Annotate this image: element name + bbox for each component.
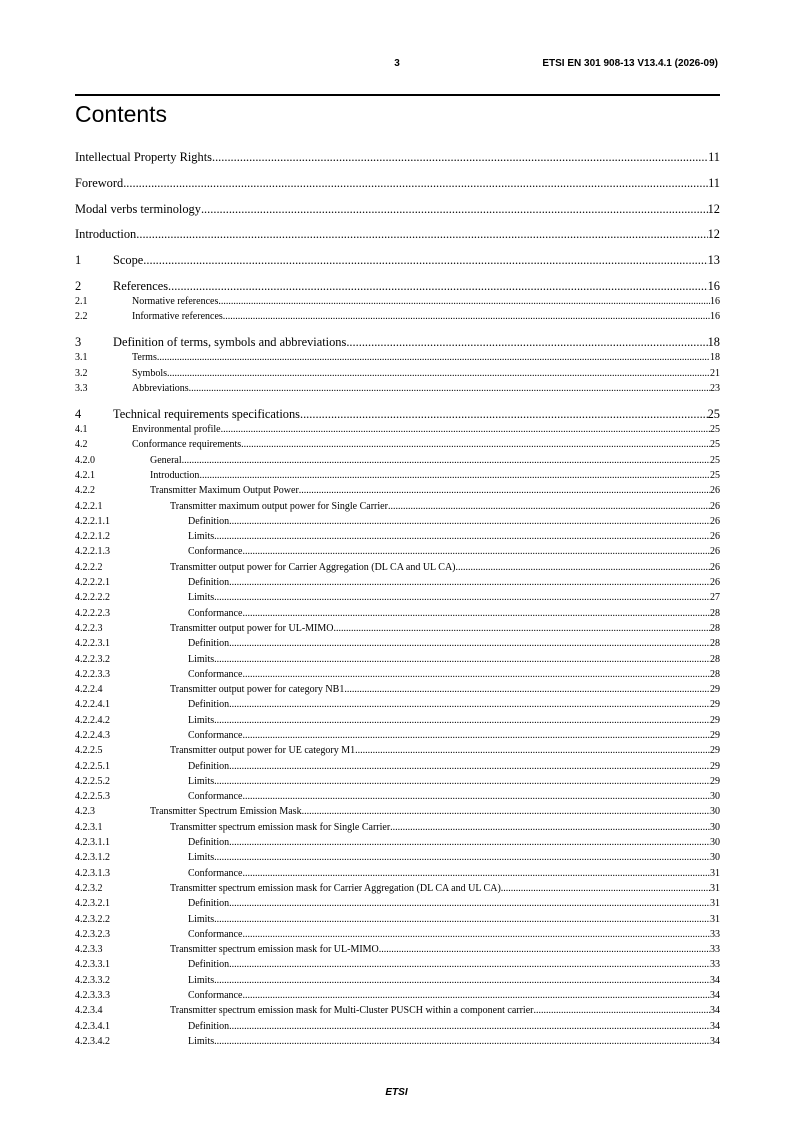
toc-entry-title: Conformance [188,668,243,680]
toc-entry-number: 4 [75,407,82,422]
toc-dot-leader [168,278,708,294]
toc-dot-leader [242,789,710,804]
toc-entry[interactable] [75,226,720,242]
toc-entry-page: 31 [710,913,720,925]
toc-entry-page: 18 [710,352,720,364]
toc-entry-page: 29 [710,714,720,726]
toc-dot-leader [214,1034,710,1049]
toc-entry-page: 26 [710,515,720,527]
toc-dot-leader [214,713,710,728]
toc-entry-number: 4.2.2.2.3 [75,607,110,619]
toc-entry-title: Limits [188,531,215,543]
toc-entry-number: 2.1 [75,295,88,307]
toc-entry-number: 4.2.3.1.1 [75,837,110,849]
toc-dot-leader [229,957,710,972]
toc-entry[interactable] [75,590,720,605]
toc-entry[interactable] [75,850,720,865]
toc-entry[interactable] [75,606,720,621]
toc-entry[interactable] [75,483,720,498]
toc-entry-number: 4.2.2.3.1 [75,638,110,650]
toc-dot-leader [242,927,710,942]
toc-entry[interactable] [75,927,720,942]
toc-entry[interactable] [75,835,720,850]
toc-entry-page: 33 [710,944,720,956]
toc-entry-title: References [113,278,169,293]
toc-entry-number: 4.2.2.3.2 [75,653,110,665]
toc-dot-leader [229,896,710,911]
toc-entry-page: 11 [708,175,720,190]
toc-entry-number: 4.1 [75,424,88,436]
toc-entry-title: Normative references [132,295,219,307]
toc-entry-page: 29 [710,760,720,772]
toc-entry-title: Transmitter Spectrum Emission Mask [150,806,302,818]
toc-entry-title: Conformance [188,607,243,619]
toc-entry-title: Limits [188,714,215,726]
toc-entry-number: 4.2.2 [75,485,95,497]
toc-entry[interactable] [75,743,720,758]
table-of-contents [75,149,720,1049]
toc-entry-title: Definition [188,959,230,971]
toc-entry-page: 26 [710,500,720,512]
toc-dot-leader [229,514,710,529]
toc-dot-leader [229,1019,710,1034]
toc-entry-title: Foreword [75,175,124,190]
toc-entry-page: 33 [710,928,720,940]
toc-entry[interactable] [75,252,720,268]
toc-entry-page: 28 [710,622,720,634]
toc-entry-page: 12 [707,227,720,242]
toc-dot-leader [214,590,710,605]
toc-entry-number: 3 [75,335,82,350]
toc-entry-page: 29 [710,745,720,757]
toc-entry[interactable] [75,529,720,544]
toc-entry-title: Scope [113,253,144,268]
toc-entry-title: Technical requirements specifications [113,407,300,422]
toc-dot-leader [344,682,710,697]
toc-dot-leader [388,499,710,514]
toc-entry-page: 16 [707,278,720,293]
toc-entry-title: Limits [188,1035,215,1047]
toc-entry-number: 4.2.3.2.3 [75,928,110,940]
toc-entry-title: Transmitter maximum output power for Single Carrier [170,500,388,512]
toc-dot-leader [229,697,710,712]
toc-entry-page: 34 [710,1020,720,1032]
toc-entry-title: Definition [188,515,230,527]
toc-entry-number: 4.2.1 [75,469,95,481]
toc-entry-page: 29 [710,730,720,741]
toc-entry-title: Introduction [150,469,200,481]
toc-dot-leader [242,728,710,743]
toc-entry-title: Transmitter spectrum emission mask for Single Carrier [170,821,391,833]
toc-dot-leader [379,942,710,957]
toc-entry[interactable] [75,453,720,468]
toc-entry-page: 11 [708,150,720,164]
toc-entry-number: 4.2.3.2.2 [75,913,110,925]
toc-entry[interactable] [75,621,720,636]
toc-dot-leader [300,406,708,422]
toc-dot-leader [355,743,710,758]
toc-entry-number: 4.2.3.1.3 [75,867,110,879]
toc-entry-page: 16 [710,311,720,323]
toc-entry-number: 4.2.2.4.1 [75,699,110,711]
document-identifier: ETSI EN 301 908-13 V13.4.1 (2026-09) [542,58,718,69]
header-rule [75,94,720,96]
toc-entry-number: 4.2.2.3 [75,622,103,634]
toc-entry-number: 3.1 [75,352,88,364]
toc-entry-title: Conformance [188,730,243,741]
toc-entry[interactable] [75,575,720,590]
toc-entry-page: 23 [710,382,720,394]
toc-entry[interactable] [75,988,720,1003]
toc-entry-page: 18 [707,335,720,350]
toc-entry-number: 4.2.2.4 [75,684,103,696]
toc-entry[interactable] [75,881,720,896]
toc-entry[interactable] [75,437,720,452]
toc-entry[interactable] [75,912,720,927]
footer-etsi: ETSI [385,1087,408,1098]
toc-entry-page: 34 [710,990,720,1002]
toc-entry-page: 26 [710,531,720,543]
toc-entry[interactable] [75,820,720,835]
toc-entry[interactable] [75,1019,720,1034]
toc-entry[interactable] [75,973,720,988]
toc-entry-title: Limits [188,974,215,986]
toc-entry[interactable] [75,866,720,881]
toc-entry-title: Conformance [188,546,243,558]
toc-entry-page: 34 [710,1035,720,1047]
toc-entry[interactable] [75,789,720,804]
toc-entry-number: 4.2.2.1 [75,500,103,512]
toc-dot-leader [221,422,710,437]
toc-entry-title: Transmitter spectrum emission mask for UL-MIMO [170,944,379,956]
toc-entry-number: 4.2.3.2.1 [75,898,110,910]
toc-entry[interactable] [75,366,720,381]
toc-entry-title: Transmitter Maximum Output Power [150,485,299,497]
toc-entry-page: 29 [710,684,720,696]
toc-entry[interactable] [75,896,720,911]
toc-entry[interactable] [75,278,720,294]
toc-entry[interactable] [75,149,720,165]
toc-entry-number: 4.2.3.3.3 [75,990,110,1002]
toc-entry-number: 4.2.2.2 [75,561,103,573]
toc-entry[interactable] [75,309,720,324]
toc-dot-leader [229,636,710,651]
toc-dot-leader [157,350,710,365]
toc-entry[interactable] [75,422,720,437]
toc-entry-title: Limits [188,775,215,787]
toc-entry-title: Transmitter output power for Carrier Aggregation (DL CA and UL CA) [170,561,456,573]
toc-entry[interactable] [75,1034,720,1049]
toc-entry-title: Conformance [188,867,243,879]
toc-entry-title: Transmitter output power for UE category M1 [170,745,356,757]
toc-entry-page: 12 [707,201,720,216]
toc-entry[interactable] [75,350,720,365]
toc-entry-number: 4.2.3.3.1 [75,959,110,971]
toc-entry-page: 21 [710,367,720,379]
toc-entry[interactable] [75,381,720,396]
toc-entry-title: Definition [188,638,230,650]
toc-dot-leader [242,667,710,682]
toc-entry[interactable] [75,560,720,575]
toc-entry-title: General [150,454,182,466]
toc-entry-page: 27 [710,592,720,604]
toc-entry-page: 28 [710,607,720,619]
toc-dot-leader [214,774,710,789]
toc-entry[interactable] [75,942,720,957]
toc-entry-page: 26 [710,546,720,558]
toc-entry-page: 30 [710,821,720,833]
toc-entry-title: Modal verbs terminology [75,201,201,216]
toc-entry-number: 4.2.2.2.2 [75,592,110,604]
toc-entry-page: 31 [710,882,720,894]
toc-entry[interactable] [75,728,720,743]
toc-entry-number: 2 [75,278,82,293]
toc-entry[interactable] [75,957,720,972]
toc-dot-leader [533,1003,710,1018]
toc-dot-leader [390,820,710,835]
toc-entry-number: 4.2.0 [75,454,95,466]
toc-entry-number: 4.2.3.3 [75,944,103,956]
toc-entry-number: 4.2.2.4.3 [75,730,110,741]
toc-entry-title: Definition [188,898,230,910]
toc-dot-leader [143,252,707,268]
toc-entry-page: 25 [710,454,720,466]
toc-entry-number: 4.2.2.5.1 [75,760,110,772]
toc-dot-leader [214,850,710,865]
toc-dot-leader [242,544,710,559]
toc-entry-number: 4.2.3.4 [75,1005,103,1017]
toc-entry-title: Limits [188,592,215,604]
toc-entry-title: Definition [188,699,230,711]
toc-dot-leader [229,835,710,850]
toc-entry-page: 13 [707,253,720,268]
toc-dot-leader [229,575,710,590]
toc-dot-leader [214,652,710,667]
toc-entry-page: 28 [710,653,720,665]
toc-entry-number: 4.2.2.5.2 [75,775,110,787]
toc-dot-leader [136,226,707,242]
toc-dot-leader [189,381,710,396]
toc-entry-page: 30 [710,837,720,849]
toc-entry-title: Informative references [132,311,223,323]
toc-entry-title: Limits [188,653,215,665]
toc-dot-leader [334,621,710,636]
toc-dot-leader [242,606,710,621]
toc-entry-number: 1 [75,253,82,268]
toc-entry[interactable] [75,774,720,789]
toc-dot-leader [167,366,710,381]
toc-entry-title: Symbols [132,367,168,379]
toc-entry-page: 25 [710,424,720,436]
toc-entry-number: 4.2.2.5 [75,745,103,757]
toc-entry-page: 34 [710,974,720,986]
toc-entry[interactable] [75,652,720,667]
toc-entry-number: 4.2.3.2 [75,882,103,894]
toc-dot-leader [201,201,708,217]
toc-entry[interactable] [75,201,720,217]
toc-dot-leader [456,560,710,575]
toc-dot-leader [241,437,710,452]
toc-entry-number: 4.2.2.1.3 [75,546,110,558]
toc-dot-leader [501,881,710,896]
toc-entry-page: 26 [710,577,720,589]
toc-entry[interactable] [75,636,720,651]
toc-entry-number: 4.2.2.1.2 [75,531,110,543]
toc-entry[interactable] [75,759,720,774]
toc-entry-number: 4.2.3.1 [75,821,103,833]
toc-entry-page: 29 [710,775,720,787]
toc-entry-page: 25 [710,439,720,451]
toc-entry-page: 30 [710,852,720,864]
toc-entry-title: Abbreviations [132,382,189,394]
toc-entry[interactable] [75,713,720,728]
toc-entry[interactable] [75,804,720,819]
toc-dot-leader [299,483,710,498]
toc-entry[interactable] [75,499,720,514]
toc-entry-title: Definition [188,760,230,772]
toc-entry-title: Limits [188,913,215,925]
toc-entry-title: Limits [188,852,215,864]
toc-dot-leader [229,759,710,774]
toc-dot-leader [223,309,710,324]
page-number: 3 [394,58,400,69]
toc-entry-number: 4.2.2.3.3 [75,668,110,680]
toc-entry-page: 26 [710,561,720,573]
toc-entry-page: 28 [710,668,720,680]
toc-entry-number: 4.2.3.1.2 [75,852,110,864]
toc-entry[interactable] [75,468,720,483]
toc-dot-leader [199,468,710,483]
toc-entry-title: Transmitter output power for UL-MIMO [170,622,334,634]
toc-entry-page: 30 [710,791,720,803]
toc-entry[interactable] [75,1003,720,1018]
toc-dot-leader [214,973,710,988]
page-title: Contents [75,101,168,127]
toc-entry-title: Definition [188,837,230,849]
toc-dot-leader [212,149,708,165]
toc-entry-number: 4.2.2.5.3 [75,791,110,803]
toc-entry-number: 4.2.2.1.1 [75,515,110,527]
toc-dot-leader [214,529,710,544]
toc-entry-title: Transmitter output power for category NB1 [170,684,345,696]
toc-entry-number: 4.2.3.4.1 [75,1020,110,1032]
toc-entry-number: 4.2.3.3.2 [75,974,110,986]
toc-entry-page: 31 [710,867,720,879]
toc-entry-title: Definition [188,1020,230,1032]
toc-entry-title: Transmitter spectrum emission mask for Carrier Aggregation (DL CA and UL CA) [170,882,501,894]
toc-entry-number: 3.3 [75,382,88,394]
toc-entry-title: Intellectual Property Rights [75,150,212,164]
toc-entry-page: 30 [710,806,720,818]
toc-entry-number: 4.2.2.4.2 [75,714,110,726]
toc-dot-leader [346,334,707,350]
toc-entry[interactable] [75,667,720,682]
toc-entry[interactable] [75,334,720,350]
toc-entry-title: Conformance [188,990,243,1002]
toc-entry-title: Terms [132,352,157,364]
toc-entry-title: Environmental profile [132,424,221,436]
toc-entry-page: 29 [710,699,720,711]
toc-entry-number: 3.2 [75,367,88,379]
toc-dot-leader [242,866,710,881]
toc-entry-title: Conformance requirements [132,439,242,451]
toc-entry[interactable] [75,544,720,559]
toc-entry-page: 33 [710,959,720,971]
toc-entry-page: 34 [710,1005,720,1017]
toc-entry-page: 26 [710,485,720,497]
toc-entry-page: 31 [710,898,720,910]
toc-entry-number: 4.2.3.4.2 [75,1035,110,1047]
toc-dot-leader [214,912,710,927]
toc-dot-leader [218,294,710,309]
toc-entry[interactable] [75,406,720,422]
toc-dot-leader [123,175,708,191]
toc-dot-leader [242,988,710,1003]
toc-entry[interactable] [75,697,720,712]
toc-entry-title: Conformance [188,928,243,940]
toc-entry-page: 25 [710,469,720,481]
toc-entry-title: Definition of terms, symbols and abbreviations [113,335,347,350]
toc-entry-number: 4.2.2.2.1 [75,577,110,589]
toc-entry-title: Definition [188,577,230,589]
toc-entry-number: 4.2.3 [75,806,95,818]
toc-entry[interactable] [75,294,720,309]
toc-entry-page: 28 [710,638,720,650]
toc-entry-page: 25 [707,407,720,422]
toc-entry[interactable] [75,682,720,697]
toc-entry[interactable] [75,514,720,529]
toc-entry[interactable] [75,175,720,191]
toc-entry-title: Conformance [188,791,243,803]
toc-entry-number: 4.2 [75,439,88,451]
toc-entry-page: 16 [710,295,720,307]
toc-entry-number: 2.2 [75,311,88,323]
toc-entry-title: Introduction [75,227,137,242]
toc-dot-leader [302,804,710,819]
toc-dot-leader [182,453,710,468]
toc-entry-title: Transmitter spectrum emission mask for Multi-Cluster PUSCH within a component carrier [170,1005,534,1017]
